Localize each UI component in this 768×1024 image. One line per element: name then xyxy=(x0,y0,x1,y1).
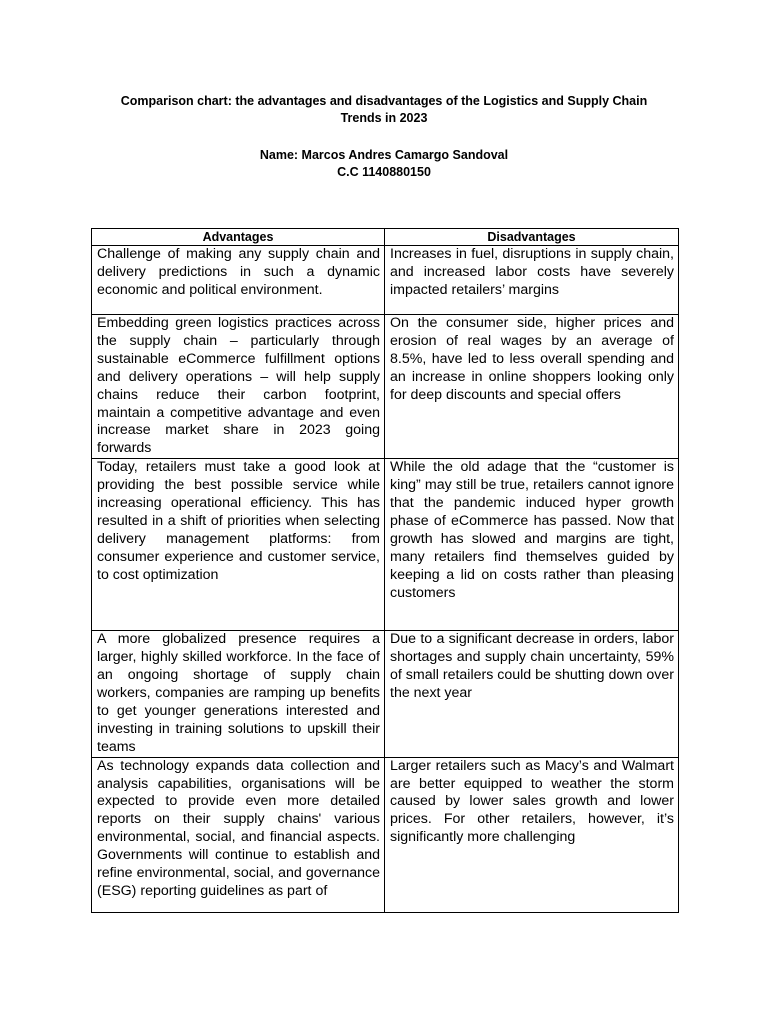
advantage-cell xyxy=(92,757,385,912)
table-row xyxy=(92,757,679,912)
table-row xyxy=(92,246,679,315)
disadvantage-cell xyxy=(385,315,679,459)
disadvantage-text: Larger retailers such as Macy’s and Walmart are better equipped to weather the storm caused by lower sales growth and lower prices. For other retailers, however, it’s significantly more challenging xyxy=(390,757,674,846)
advantage-text: A more globalized presence requires a larger, highly skilled workforce. In the face of an ongoing shortage of supply chain workers, companies are ramping up benefits to get younger generations interested and investing in training solutions to upskill their teams xyxy=(97,631,380,755)
advantage-text: As technology expands data collection and analysis capabilities, organisations will be expected to provide even more detailed reports on their supply chains' various environmental, social, and financial aspects. Governments will continue to establish and refine environmental, social, and governance (ESG) reporting guidelines as part of xyxy=(97,757,380,899)
document-title xyxy=(80,93,688,127)
disadvantage-text: On the consumer side, higher prices and erosion of real wages by an average of 8.5%, have led to less overall spending and an increase in online shoppers looking only for deep discounts and special offers xyxy=(390,315,674,403)
advantage-text: Challenge of making any supply chain and delivery predictions in such a dynamic economic and political environment. xyxy=(97,246,380,298)
advantage-cell xyxy=(92,631,385,757)
author-block xyxy=(80,147,688,181)
author-id: C.C 1140880150 xyxy=(337,165,431,179)
disadvantage-cell xyxy=(385,246,679,315)
table-row xyxy=(92,459,679,631)
author-name: Name: Marcos Andres Camargo Sandoval xyxy=(259,148,509,162)
disadvantage-text: Increases in fuel, disruptions in supply chain, and increased labor costs have severely impacted retailers’ margins xyxy=(390,246,674,298)
advantage-cell xyxy=(92,459,385,631)
advantage-cell xyxy=(92,246,385,315)
disadvantages-header: Disadvantages xyxy=(385,229,679,246)
disadvantage-text: Due to a significant decrease in orders, labor shortages and supply chain uncertainty, 59% of small retailers could be shutting down over the next year xyxy=(390,631,674,701)
advantage-cell xyxy=(92,315,385,459)
advantage-text: Today, retailers must take a good look at providing the best possible service while increasing operational efficiency. This has resulted in a shift of priorities when selecting delivery management platforms: from consumer experience and customer service, to cost optimization xyxy=(97,459,380,583)
advantages-header: Advantages xyxy=(92,229,385,246)
table-header-row xyxy=(92,229,679,246)
title-line-2: Trends in 2023 xyxy=(340,111,428,125)
disadvantage-text: While the old adage that the “customer is king” may still be true, retailers cannot ignore that the pandemic induced hyper growth phase of eCommerce has passed. Now that growth has slowed and margins are tight, many retailers find themselves guided by keeping a lid on costs rather than pleasing customers xyxy=(390,459,674,601)
advantage-text: Embedding green logistics practices across the supply chain – particularly through sustainable eCommerce fulfillment options and delivery operations – will help supply chains reduce their carbon footprint, maintain a competitive advantage and even increase market share in 2023 going forwards xyxy=(97,315,380,457)
comparison-table xyxy=(91,228,679,913)
title-line-1: Comparison chart: the advantages and disadvantages of the Logistics and Supply Chain xyxy=(120,94,648,108)
table-row xyxy=(92,315,679,459)
disadvantage-cell xyxy=(385,459,679,631)
table-row xyxy=(92,631,679,757)
disadvantage-cell xyxy=(385,631,679,757)
disadvantage-cell xyxy=(385,757,679,912)
